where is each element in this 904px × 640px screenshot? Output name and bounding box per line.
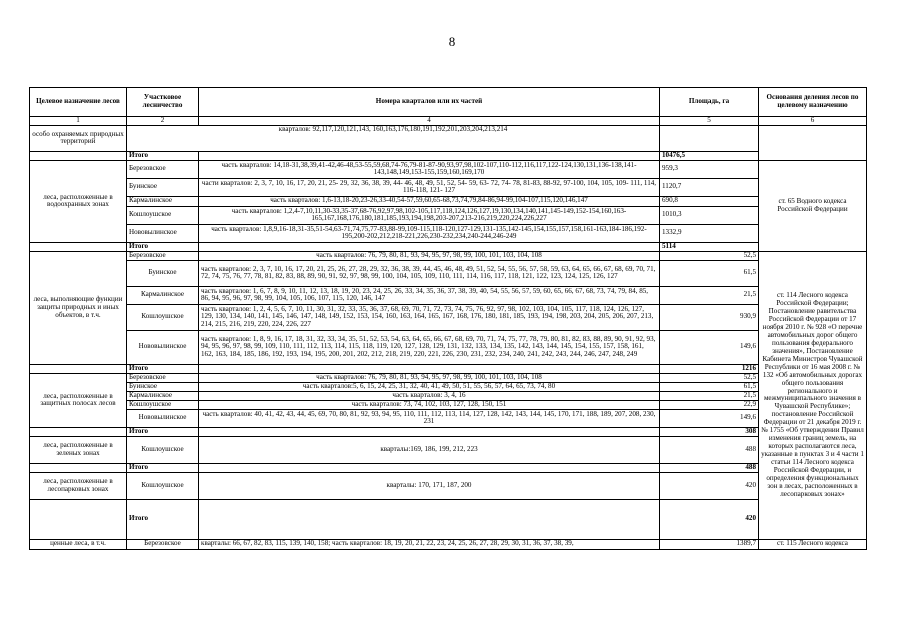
table-row [30,251,867,260]
table-row [30,125,867,151]
table-row [30,409,867,427]
forestry-cell: Кошлоушское [127,472,199,499]
area-cell: 22,9 [660,400,759,409]
area-cell: 1120,7 [660,178,759,196]
column-number: 1 [30,117,127,126]
table-header-row [30,88,867,117]
empty-cell [30,499,127,539]
table-row [30,373,867,382]
total-row [30,364,867,373]
quarters-cell: часть кварталов: 1,2,4-7,10,11,30-33,35-37,68-76,92,97,98,102-105,117,118,124,126,127,19,130,134,140,141,145-149,152-154,160,163-165,167,168,176,180,181,185,193,194,198,203-207,213-216,219,220,224,226,227 [199,206,660,224]
quarters-cell: часть кварталов: 1,6-13,18-20,23-26,33-40,54-57,59,60,65-68,73,74,79,84-86,94-99,104-107,115,120,146,147 [199,196,660,206]
quarters-cell: часть кварталов:5, 6, 15, 24, 25, 31, 32, 40, 41, 49, 50, 51, 55, 56, 57, 64, 65, 73, 74, 80 [199,382,660,391]
quarters-cell: кварталы: 66, 67, 82, 83, 115, 139, 140, 158; часть кварталов: 18, 19, 20, 21, 22, 23, 24, 25, 26, 27, 28, 29, 30, 31, 36, 37, 38, 39, [199,539,660,549]
quarters-cell: кварталы: 170, 171, 187, 200 [199,472,660,499]
quarters-cell: часть кварталов: 1, 6, 7, 8, 9, 10, 11, 12, 13, 18, 19, 20, 23, 24, 25, 26, 33, 34, 35, 36, 37, 38, 39, 40, 54, 55, 56, 57, 59, 60, 65, 66, 67, 68, 73, 74, 79, 84, 85, 86, 94, 95, 96, 97, 98, 99, 104, 105, 106, 107, 115, 120, 146, 147 [199,286,660,304]
forestry-cell: Кошлоушское [127,206,199,224]
empty-cell [199,427,660,436]
area-cell: 488 [660,436,759,463]
table-row [30,178,867,196]
purpose-cell: леса, расположенные в водоохранных зонах [30,160,127,242]
purpose-cell: леса, расположенные в лесопарковых зонах [30,472,127,499]
table-row [30,286,867,304]
area-cell: 21,5 [660,391,759,400]
empty-cell [30,242,127,251]
table-row [30,304,867,330]
total-label: Итого [127,151,199,160]
area-cell: 149,6 [660,409,759,427]
table-row [30,330,867,364]
basis-cell: ст. 115 Лесного кодекса [759,539,867,549]
table-row [30,391,867,400]
table-row [30,224,867,242]
forest-purpose-table [29,87,867,550]
total-value: 5114 [660,242,759,251]
area-cell: 1010,3 [660,206,759,224]
forestry-cell: Кармалинское [127,196,199,206]
column-number: 4 [199,117,660,126]
purpose-cell: особо охраняемых природных территорий [30,125,127,151]
area-cell: 1389,7 [660,539,759,549]
forestry-cell: Березовское [127,373,199,382]
area-cell: 61,5 [660,260,759,286]
empty-cell [30,427,127,436]
quarters-cell: часть кварталов: 40, 41, 42, 43, 44, 45, 69, 70, 80, 81, 92, 93, 94, 95, 110, 111, 112, 113, 114, 127, 128, 142, 143, 144, 145, 170, 171, 188, 189, 207, 208, 230, 231 [199,409,660,427]
area-cell: 959,3 [660,160,759,178]
quarters-cell: часть кварталов: 1,8,9,16-18,31-35,51-54,63-71,74,75,77-83,88-99,109-115,118-120,127-129,131-135,142-145,154,155,157,158,161-163,184-186,192-195,200-202,212,218-221,226,230-232,234,240-244,246-249 [199,224,660,242]
purpose-cell: леса, расположенные в защитных полосах лесов [30,373,127,427]
forestry-cell: Нововылинское [127,330,199,364]
total-value: 308 [660,427,759,436]
area-cell: 21,5 [660,286,759,304]
basis-cell: ст. 65 Водного кодекса Российской Федерации [759,160,867,251]
total-row [30,151,867,160]
table-row [30,472,867,499]
total-value: 10476,5 [660,151,759,160]
area-cell: 61,5 [660,382,759,391]
area-cell: 420 [660,472,759,499]
table-row [30,436,867,463]
total-value: 1216 [660,364,759,373]
forestry-cell: Буинское [127,382,199,391]
quarters-cell: часть кварталов: 76, 79, 80, 81, 93, 94, 95, 97, 98, 99, 100, 101, 103, 104, 108 [199,373,660,382]
table-row [30,400,867,409]
table-row [30,160,867,178]
area-cell [660,125,759,151]
table-row [30,539,867,549]
quarters-cell: кварталы:169, 186, 199, 212, 223 [199,436,660,463]
basis-cell-empty [759,125,867,160]
total-row [30,499,867,539]
quarters-cell: часть кварталов: 76, 79, 80, 81, 93, 94, 95, 97, 98, 99, 100, 101, 103, 104, 108 [199,251,660,260]
quarters-cell: кварталов: 92,117,120,121,143, 160,163,176,180,191,192,201,203,204,213,214 [127,125,660,151]
purpose-cell: ценные леса, в т.ч. [30,539,127,549]
empty-cell [199,499,660,539]
purpose-cell: леса, выполняющие функции защиты природных и иных объектов, в т.ч. [30,251,127,364]
quarters-cell: часть кварталов: 2, 3, 7, 10, 16, 17, 20, 21, 25, 26, 27, 28, 29, 32, 36, 38, 39, 44, 45, 46, 48, 49, 51, 52, 54, 55, 56, 57, 58, 59, 63, 64, 65, 66, 67, 68, 69, 70, 71, 72, 74, 75, 76, 77, 78, 81, 82, 83, 88, 89, 90, 91, 92, 97, 98, 99, 100, 104, 105, 109, 110, 111, 114, 116, 117, 118, 121, 122, 123, 124, 125, 126, 127 [199,260,660,286]
empty-cell [199,242,660,251]
forestry-cell: Буинское [127,178,199,196]
column-number: 6 [759,117,867,126]
forestry-cell: Кошлоушское [127,436,199,463]
forestry-cell: Березовское [127,160,199,178]
total-label: Итого [127,499,199,539]
quarters-cell: части кварталов: 2, 3, 7, 10, 16, 17, 20, 21, 25- 29, 32, 36, 38, 39, 44- 46, 48, 49, 51, 52, 54- 59, 63- 72, 74- 78, 81-83, 88-92, 97-100, 104, 105, 109- 111, 114, 116-118, 121- 127 [199,178,660,196]
total-row [30,427,867,436]
forestry-cell: Нововылинское [127,409,199,427]
basis-cell: ст. 114 Лесного кодекса Российской Федерации; Постановление равительства Российской Федерации от 17 ноября 2010 г. № 928 «О перечне автомобильных дорог общего пользования федерального значения», Постановление Кабинета Министров Чувашской Республики от 16 мая 2008 г. № 132 «Об автомобильных дорогах общего пользования регионального и межмуниципального значения в Чувашской Республике»; постановление Российской Федерации от 21 декабря 2019 г. № 1755 «Об утверждении Правил изменения границ земель, на которых располагаются леса, указанные в пунктах 3 и 4 части 1 статьи 114 Лесного кодекса Российской Федерации, и определения функциональных зон в лесах, расположенных в лесопарковых зонах» [759,251,867,539]
total-value: 420 [660,499,759,539]
quarters-cell: часть кварталов: 1, 2, 4, 5, 6, 7, 10, 11, 30, 31, 32, 33, 35, 36, 37, 68, 69, 70, 71, 72, 73, 74, 75, 76, 92, 97, 98, 102, 103, 104, 105, 117, 118, 124, 126, 127, 129, 130, 134, 140, 141, 145, 146, 147, 148, 149, 152, 153, 154, 160, 163, 164, 165, 167, 168, 176, 180, 181, 185, 193, 194, 198, 203, 204, 205, 206, 207, 213, 214, 215, 216, 219, 220, 224, 226, 227 [199,304,660,330]
total-value: 488 [660,463,759,472]
column-number: 5 [660,117,759,126]
page-number: 8 [448,34,456,49]
header-purpose: Целевое назначение лесов [30,88,127,117]
area-cell: 930,9 [660,304,759,330]
quarters-cell: часть кварталов: 3, 4, 16 [199,391,660,400]
area-cell: 1332,9 [660,224,759,242]
forestry-cell: Березовское [127,539,199,549]
total-label: Итого [127,242,199,251]
header-forestry: Участковое лесничество [127,88,199,117]
header-quarters: Номера кварталов или их частей [199,88,660,117]
column-number-row [30,117,867,126]
forestry-cell: Кошлоушское [127,400,199,409]
area-cell: 52,5 [660,373,759,382]
table-row [30,206,867,224]
column-number: 2 [127,117,199,126]
empty-cell [199,151,660,160]
header-basis: Основания деления лесов по целевому назначению [759,88,867,117]
empty-cell [199,364,660,373]
area-cell: 149,6 [660,330,759,364]
forestry-cell: Березовское [127,251,199,260]
header-area: Площадь, га [660,88,759,117]
area-cell: 52,5 [660,251,759,260]
empty-cell [30,151,127,160]
table-row [30,382,867,391]
total-label: Итого [127,427,199,436]
quarters-cell: часть кварталов: 1, 8, 9, 16, 17, 18, 31, 32, 33, 34, 35, 51, 52, 53, 54, 63, 64, 65, 66, 67, 68, 69, 70, 71, 74, 75, 77, 78, 79, 80, 81, 82, 83, 88, 89, 90, 91, 92, 93, 94, 95, 96, 97, 98, 99, 109, 110, 111, 112, 113, 114, 115, 118, 119, 120, 127, 128, 129, 131, 132, 133, 134, 135, 142, 143, 144, 145, 154, 155, 157, 158, 161, 162, 163, 184, 185, 186, 192, 193, 194, 195, 200, 201, 202, 212, 218, 219, 220, 221, 226, 230, 231, 232, 234, 240, 241, 242, 243, 244, 246, 247, 248, 249 [199,330,660,364]
quarters-cell: часть кварталов: 14,18-31,38,39,41-42,46-48,53-55,59,68,74-76,79-81-87-90,93,97,98,102-107,110-112,116,117,122-124,130,131,136-138,141-143,148,149,153-155,159,160,169,170 [199,160,660,178]
purpose-cell: леса, расположенные в зеленых зонах [30,436,127,463]
total-row [30,242,867,251]
quarters-cell: часть кварталов: 73, 74, 102, 103, 127, 128, 150, 151 [199,400,660,409]
forestry-cell: Кошлоушское [127,304,199,330]
area-cell: 690,8 [660,196,759,206]
empty-cell [30,364,127,373]
total-label: Итого [127,364,199,373]
total-row [30,463,867,472]
empty-cell [30,463,127,472]
total-label: Итого [127,463,199,472]
empty-cell [199,463,660,472]
forestry-cell: Кармалинское [127,391,199,400]
forestry-cell: Нововылинское [127,224,199,242]
forestry-cell: Кармалинское [127,286,199,304]
table-row [30,260,867,286]
forestry-cell: Буинское [127,260,199,286]
table-row [30,196,867,206]
